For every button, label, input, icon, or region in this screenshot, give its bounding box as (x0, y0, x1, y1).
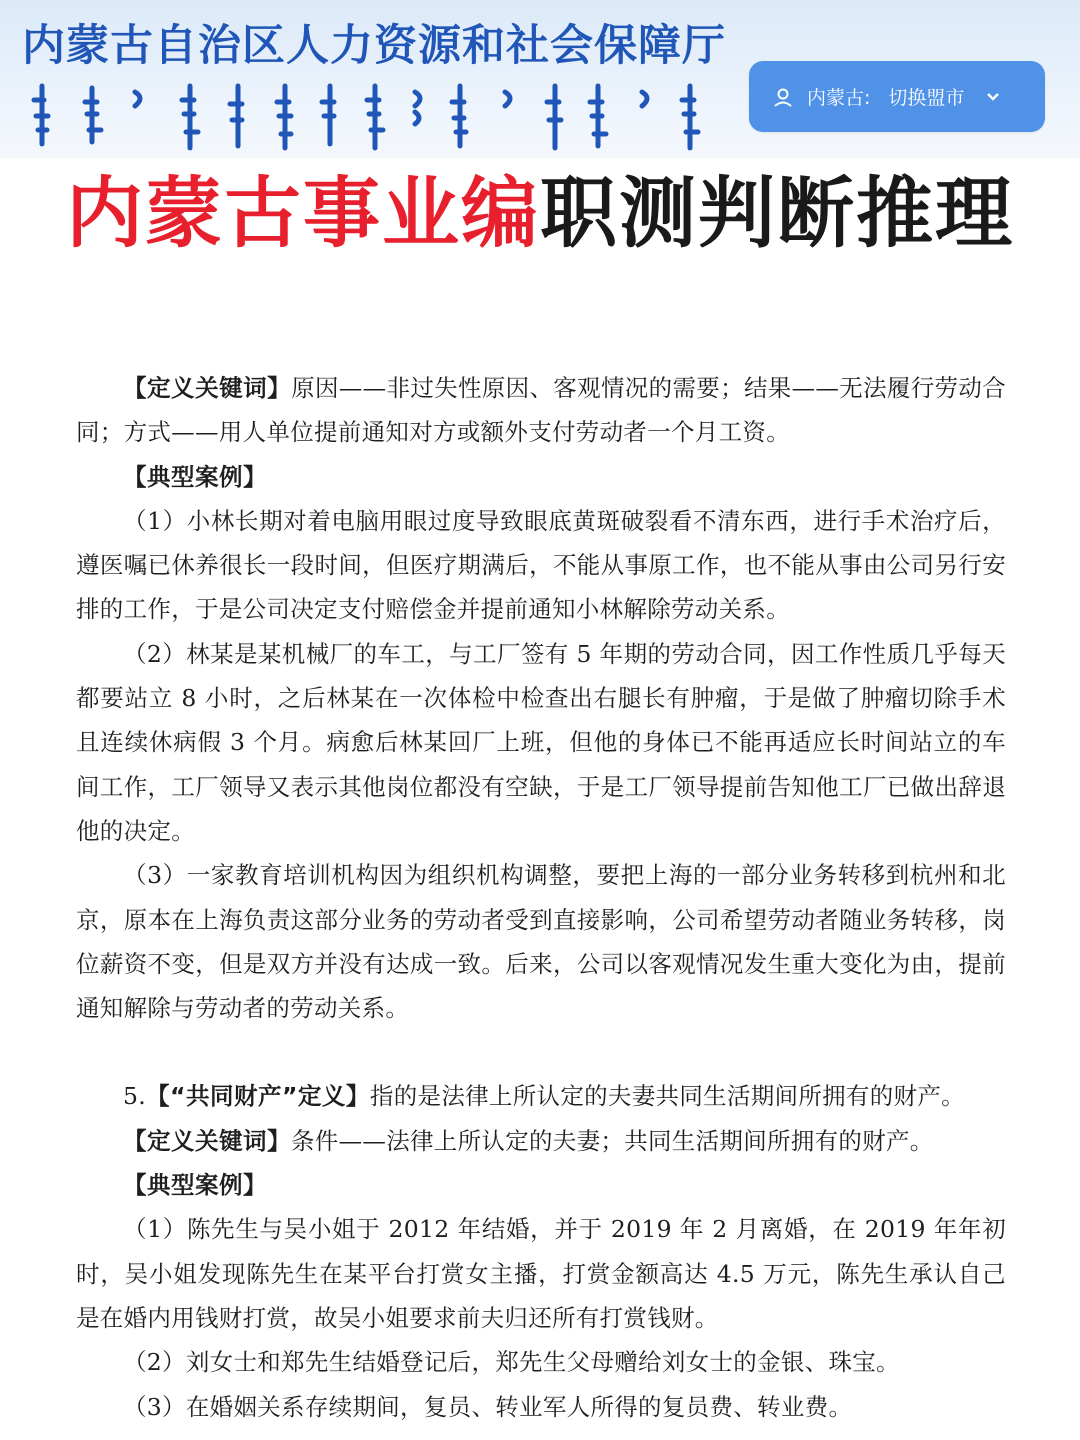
item-number: 5. (123, 1082, 147, 1111)
paragraph-text: 条件——法律上所认定的夫妻；共同生活期间所拥有的财产。 (291, 1126, 934, 1155)
keyword-label: 【定义关键词】 (123, 1126, 291, 1155)
paragraph-definition-5 (76, 1074, 1006, 1118)
headline-red: 内蒙古事业编 (66, 170, 540, 259)
case-paragraph: （1）小林长期对着电脑用眼过度导致眼底黄斑破裂看不清东西，进行手术治疗后，遵医嘱已休养很长一段时间，但医疗期满后，不能从事原工作，也不能从事由公司另行安排的工作，于是公司决定支付赔偿金并提前通知小林解除劳动关系。 (76, 506, 1006, 624)
paragraph-text: 原因——非过失性原因、客观情况的需要；结果——无法履行劳动合同；方式——用人单位提前通知对方或额外支付劳动者一个月工资。 (76, 374, 1007, 447)
region-switch-label: 切换盟市 (888, 87, 965, 109)
heading-typical-cases (76, 1163, 1006, 1207)
region-switch-button[interactable] (749, 61, 1045, 132)
chevron-down-icon (986, 87, 1000, 106)
keyword-label: 【“共同财产”定义】 (146, 1082, 370, 1111)
case-paragraph: （1）陈先生与吴小姐于 2012 年结婚，并于 2019 年 2 月离婚，在 2019 年年初时，吴小姐发现陈先生在某平台打赏女主播，打赏金额高达 4.5 万元，陈先生承认自己是在婚内用钱财打赏，故吴小姐要求前夫归还所有打赏钱财。 (76, 1215, 1006, 1332)
document-body (76, 366, 1006, 1429)
spacer (76, 1030, 1006, 1074)
region-label: 内蒙古: (807, 87, 871, 109)
heading-text: 【典型案例】 (123, 1171, 267, 1200)
heading-typical-cases (76, 455, 1006, 499)
case-paragraph: （2）林某是某机械厂的车工，与工厂签有 5 年期的劳动合同，因工作性质几乎每天都要站立 8 小时，之后林某在一次体检中检查出右腿长有肿瘤，于是做了肿瘤切除手术且连续休病假 3 个月。病愈后林某回厂上班，但他的身体已不能再适应长时间站立的车间工作，工厂领导又表示其他岗位都没有空缺，于是工厂领导提前告知他工厂已做出辞退他的决定。 (76, 639, 1006, 845)
department-title: 内蒙古自治区人力资源和社会保障厅 (22, 21, 726, 71)
page-headline (0, 165, 1080, 265)
paragraph-definition-keywords (76, 1119, 1006, 1163)
case-paragraph: （3）一家教育培训机构因为组织机构调整，要把上海的一部分业务转移到杭州和北京，原本在上海负责这部分业务的劳动者受到直接影响，公司希望劳动者随业务转移，岗位薪资不变，但是双方并没有达成一致。后来，公司以客观情况发生重大变化为由，提前通知解除与劳动者的劳动关系。 (76, 861, 1006, 1023)
paragraph-definition-keywords (76, 366, 1006, 455)
heading-text: 【典型案例】 (123, 462, 267, 491)
paragraph-text: 指的是法律上所认定的夫妻共同生活期间所拥有的财产。 (369, 1082, 965, 1111)
mongolian-script-decoration (30, 82, 730, 156)
header-banner (0, 0, 1080, 158)
keyword-label: 【定义关键词】 (123, 374, 292, 402)
case-paragraph: （2）刘女士和郑先生结婚登记后，郑先生父母赠给刘女士的金银、珠宝。 (123, 1348, 900, 1377)
headline-black: 职测判断推理 (540, 170, 1014, 259)
case-paragraph: （3）在婚姻关系存续期间，复员、转业军人所得的复员费、转业费。 (123, 1392, 853, 1421)
location-user-icon (771, 85, 795, 109)
